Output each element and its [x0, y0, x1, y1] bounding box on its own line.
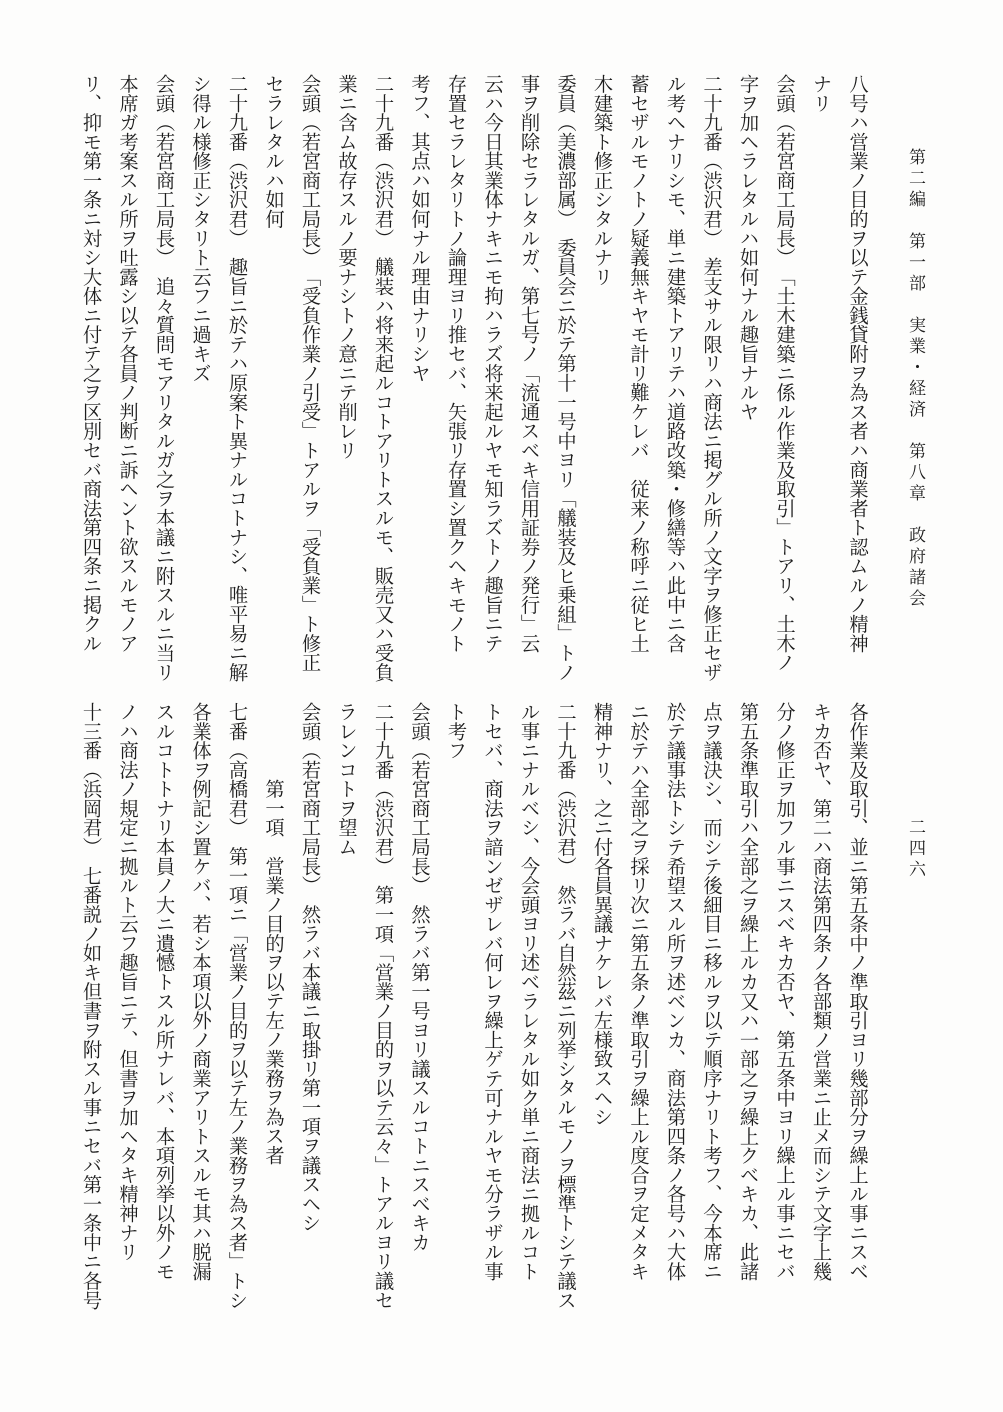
text-column: ラレンコトヲ望ム	[335, 702, 358, 857]
running-head: 第二編 第一部 実業・経済 第八章 政府諸会	[905, 148, 925, 610]
text-column: 云ハ今日其業体ナキニモ拘ハラズ将来起ルヤモ知ラズトノ趣旨ニテ	[481, 74, 504, 653]
text-column: 考フ、其点ハ如何ナル理由ナリシヤ	[408, 74, 431, 383]
text-column: トセバ、商法ヲ諳ンゼザレバ何レヲ繰上ゲテ可ナルヤモ分ラザル事	[481, 702, 504, 1281]
text-column: 各作業及取引、並ニ第五条中ノ準取引ヨリ幾部分ヲ繰上ル事ニスベ	[846, 702, 869, 1281]
text-column: 二十九番（渋沢君） 然ラバ自然茲ニ列挙シタルモノヲ標準トシテ議ス	[554, 702, 577, 1310]
lower-tier	[72, 702, 875, 1326]
text-column: 十三番（浜岡君） 七番説ノ如キ但書ヲ附スル事ニセバ第一条中ニ各号	[79, 702, 103, 1310]
text-column: ト考フ	[444, 702, 468, 760]
text-column: 七番（高橋君） 第一項ニ「営業ノ目的ヲ以テ左ノ業務ヲ為ス者」トシ	[225, 702, 249, 1310]
text-column: 事ヲ削除セラレタルガ、第七号ノ「流通スベキ信用証券ノ発行」云	[517, 74, 541, 653]
text-column: 会頭（若宮商工局長） 「受負作業ノ引受」トアルヲ「受負業」ト修正	[298, 74, 322, 672]
text-column: シ得ル様修正シタリト云フニ過キズ	[189, 74, 212, 383]
text-column: 第五条準取引ハ全部之ヲ繰上ルカ又ハ一部之ヲ繰上クベキカ、此諸	[736, 702, 760, 1281]
text-column: セラレタルハ如何	[262, 74, 285, 229]
text-column: 二十九番（渋沢君） 第一項「営業ノ目的ヲ以テ云々」トアルヨリ議セ	[371, 702, 395, 1310]
page-number: 二四六	[905, 818, 925, 881]
text-column: 本席ガ考案スル所ヲ吐露シ以テ各員ノ判断ニ訴ヘント欲スルモノア	[116, 74, 139, 653]
text-column: 蓄セザルモノトノ疑義無キヤモ計リ難ケレバ 従来ノ称呼ニ従ヒ土	[627, 74, 650, 653]
text-column: ナリ	[809, 74, 833, 113]
text-column: 木建築ト修正シタルナリ	[590, 74, 614, 287]
text-column: ノハ商法ノ規定ニ拠ルト云フ趣旨ニテ、但書ヲ加ヘタキ精神ナリ	[116, 702, 139, 1262]
text-column: 二十九番（渋沢君） 趣旨ニ於テハ原案ト異ナルコトナシ、唯平易ニ解	[225, 74, 249, 682]
text-column: 点ヲ議決シ、而シテ後細目ニ移ルヲ以テ順序ナリト考フ、今本席ニ	[700, 702, 723, 1281]
text-column: 会頭（若宮商工局長） 然ラバ本議ニ取掛リ第一項ヲ議スヘシ	[298, 702, 322, 1233]
text-column: 字ヲ加ヘラレタルハ如何ナル趣旨ナルヤ	[736, 74, 760, 422]
clause-heading: 第一項 営業ノ目的ヲ以テ左ノ業務ヲ為ス者	[262, 779, 285, 1165]
text-column: 業ニ含ム故存スルノ要ナシトノ意ニテ削レリ	[335, 74, 358, 460]
text-column: 委員（美濃部属） 委員会ニ於テ第十一号中ヨリ「艤装及ヒ乗組」トノ	[554, 74, 577, 682]
text-column: ニ於テハ全部之ヲ採リ次ニ第五条ノ準取引ヲ繰上ル度合ヲ定メタキ	[627, 702, 650, 1281]
text-column: 各業体ヲ例記シ置ケバ、若シ本項以外ノ商業アリトスルモ其ハ脱漏	[189, 702, 212, 1281]
text-column: 会頭（若宮商工局長） 「土木建築ニ係ル作業及取引」トアリ、土木ノ	[773, 74, 796, 672]
text-column: 存置セラレタリトノ論理ヨリ推セバ、矢張リ存置シ置クヘキモノト	[444, 74, 468, 653]
text-column: 分ノ修正ヲ加フル事ニスベキカ否ヤ、第五条中ヨリ繰上ル事ニセバ	[773, 702, 796, 1281]
text-column: 二十九番（渋沢君） 艤装ハ将来起ルコトアリトスルモ、販売又ハ受負	[371, 74, 395, 682]
text-column: ル事ニナルベシ、今会頭ヨリ述ベラレタル如ク単ニ商法ニ拠ルコト	[517, 702, 541, 1281]
text-column: 於テ議事法トシテ希望スル所ヲ述ベンカ、商法第四条ノ各号ハ大体	[663, 702, 687, 1281]
text-column: 八号ハ営業ノ目的ヲ以テ金銭貸附ヲ為ス者ハ商業者ト認ムルノ精神	[846, 74, 869, 653]
upper-tier	[72, 74, 875, 694]
text-column: 二十九番（渋沢君） 差支サル限リハ商法ニ掲グル所ノ文字ヲ修正セザ	[700, 74, 723, 682]
text-column: 会頭（若宮商工局長） 然ラバ第一号ヨリ議スルコトニスベキカ	[408, 702, 431, 1252]
text-column: キカ否ヤ、第二ハ商法第四条ノ各部類ノ営業ニ止メ而シテ文字上幾	[809, 702, 833, 1281]
text-column: リ、抑モ第一条ニ対シ大体ニ付テ之ヲ区別セバ商法第四条ニ掲クル	[79, 74, 103, 653]
text-column: ル考ヘナリシモ、単ニ建築トアリテハ道路改築・修繕等ハ此中ニ含	[663, 74, 687, 653]
text-column: 精神ナリ、之ニ付各員異議ナケレバ左様致スヘシ	[590, 702, 614, 1127]
text-column: 会頭（若宮商工局長） 追々質問モアリタルガ之ヲ本議ニ附スルニ当リ	[152, 74, 176, 682]
text-column: スルコトトナリ本員ノ大ニ遺憾トスル所ナレバ、本項列挙以外ノモ	[152, 702, 176, 1281]
